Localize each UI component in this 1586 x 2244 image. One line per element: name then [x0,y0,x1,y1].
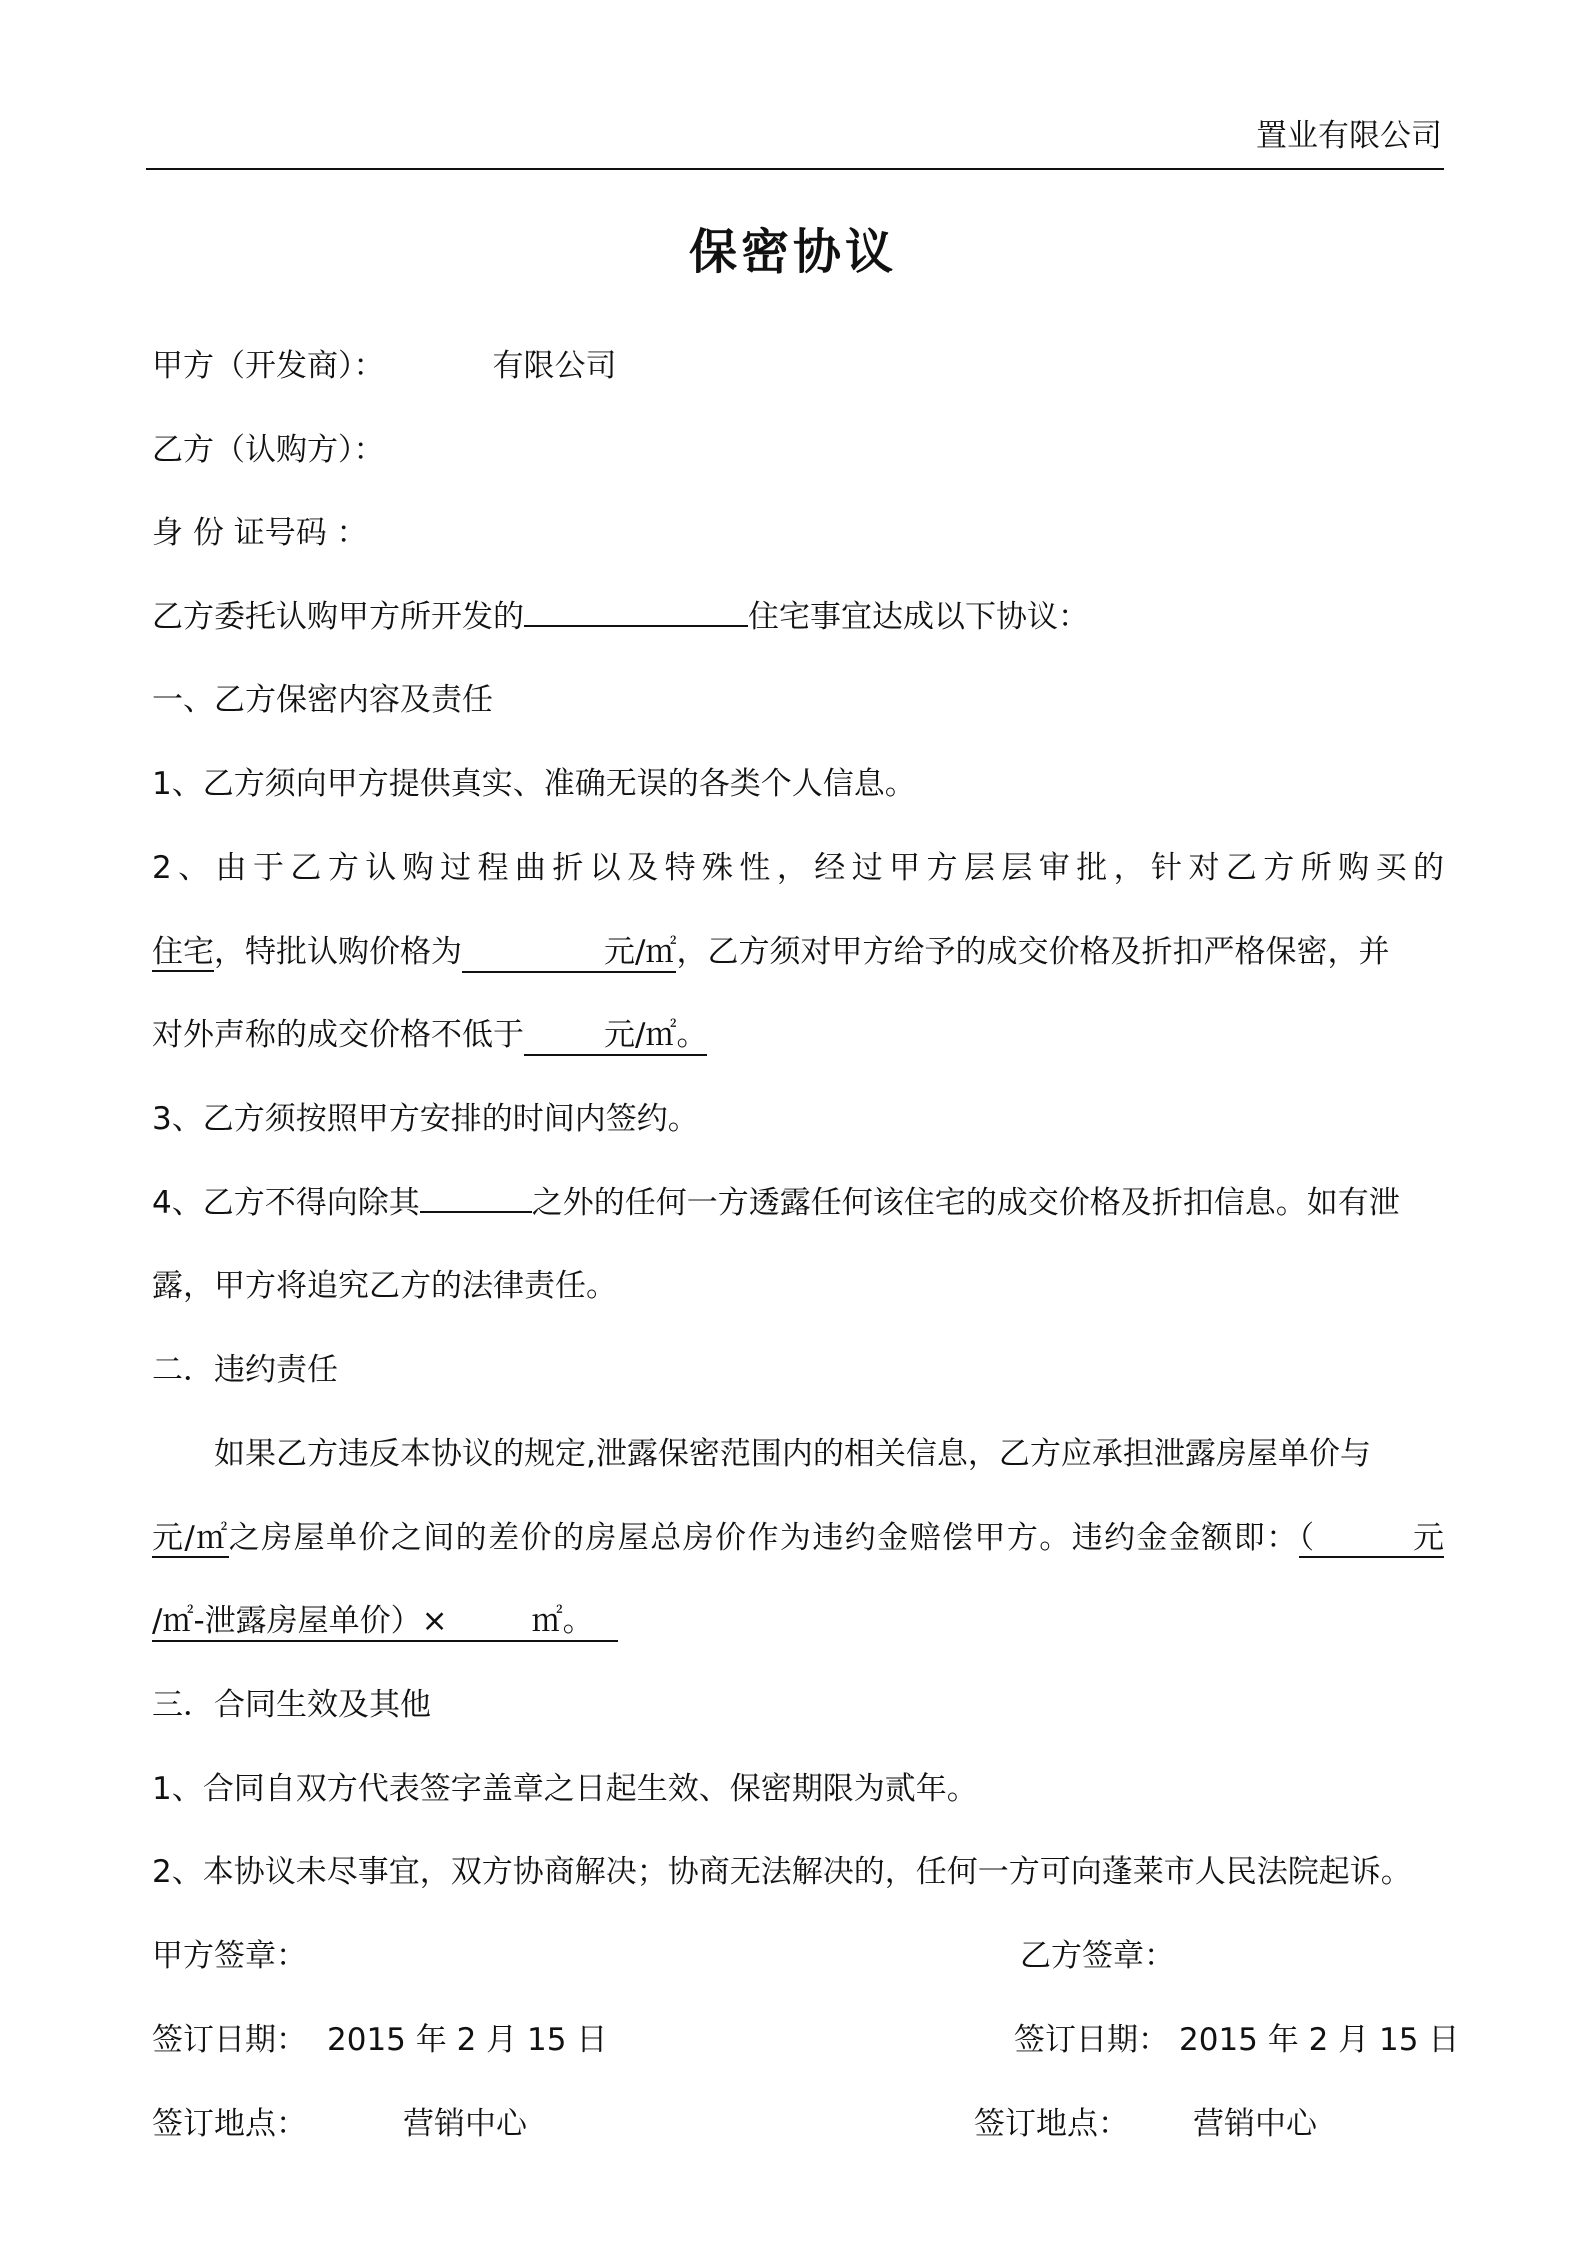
declared-price-blank[interactable]: 元/㎡。 [524,1016,707,1056]
section-3-item-1: 1、合同自双方代表签字盖章之日起生效、保密期限为贰年。 [152,1771,978,1807]
header-rule [146,168,1444,170]
party-a-value: 有限公司 [492,348,617,384]
section-3-item-2: 2、本协议未尽事宜，双方协商解决；协商无法解决的，任何一方可向蓬莱市人民法院起诉。 [152,1854,1412,1890]
party-b-place-row: 签订地点： 营销中心 [974,2106,1317,2142]
party-b-place-value: 营销中心 [1193,2106,1317,2142]
section-2-para-line-1: 如果乙方违反本协议的规定,泄露保密范围内的相关信息，乙方应承担泄露房屋单价与 [214,1436,1371,1472]
special-price-blank[interactable]: 元/㎡ [462,933,676,973]
section-1-item-3: 3、乙方须按照甲方安排的时间内签约。 [152,1101,699,1137]
party-b-row [152,430,385,470]
party-a-place-row: 签订地点： 营销中心 [152,2106,527,2142]
excluded-party-blank[interactable] [420,1211,532,1213]
party-b-label: 乙方（认购方）： [152,432,385,468]
document-title: 保密协议 [688,224,897,280]
id-number-label: 身 份 证号码 ： [152,515,368,551]
party-a-date-row: 签订日期： 2015 年 2 月 15 日 [152,2022,608,2058]
party-a-label: 甲方（开发商）： [152,348,385,384]
party-b-date-value: 2015 年 2 月 15 日 [1179,2022,1460,2058]
party-b-date-row: 签订日期： 2015 年 2 月 15 日 [1014,2022,1460,2058]
party-a-seal-label: 甲方签章： [152,1938,307,1974]
section-1-item-2-line-1: 2、由于乙方认购过程曲折以及特殊性，经过甲方层层审批，针对乙方所购买的 [152,850,1444,886]
section-2-heading: 二．违约责任 [152,1352,338,1388]
section-1-item-4-line-2: 露，甲方将追究乙方的法律责任。 [152,1268,617,1304]
intro-row: 乙方委托认购甲方所开发的 住宅事宜达成以下协议： [152,599,1089,635]
section-1-item-1: 1、乙方须向甲方提供真实、准确无误的各类个人信息。 [152,766,916,802]
header-company: 置业有限公司 [1256,118,1442,154]
id-number-row [152,513,368,553]
section-3-heading: 三．合同生效及其他 [152,1687,431,1723]
section-2-para-line-3 [152,1601,618,1642]
section-1-item-2-line-3: 对外声称的成交价格不低于 元/㎡。 [152,1015,707,1056]
penalty-formula-blank[interactable]: （ 元 [1298,1520,1445,1556]
section-2-para-line-2: 元/㎡之房屋单价之间的差价的房屋总房价作为违约金赔偿甲方。违约金金额即：（ 元 [152,1520,1445,1556]
section-1-item-2-line-2: 住宅，特批认购价格为 元/㎡，乙方须对甲方给予的成交价格及折扣严格保密，并 [152,932,1389,973]
party-a-row [152,346,617,386]
penalty-formula-continued[interactable]: /㎡-泄露房屋单价）× ㎡。 [152,1602,618,1642]
section-1-heading: 一、乙方保密内容及责任 [152,682,493,718]
section-1-item-4-line-1: 4、乙方不得向除其 之外的任何一方透露任何该住宅的成交价格及折扣信息。如有泄 [152,1185,1400,1221]
party-a-date-value: 2015 年 2 月 15 日 [327,2022,608,2058]
party-b-seal-label: 乙方签章： [1020,1938,1175,1974]
party-a-place-value: 营销中心 [403,2106,527,2142]
project-name-blank[interactable] [524,625,748,627]
